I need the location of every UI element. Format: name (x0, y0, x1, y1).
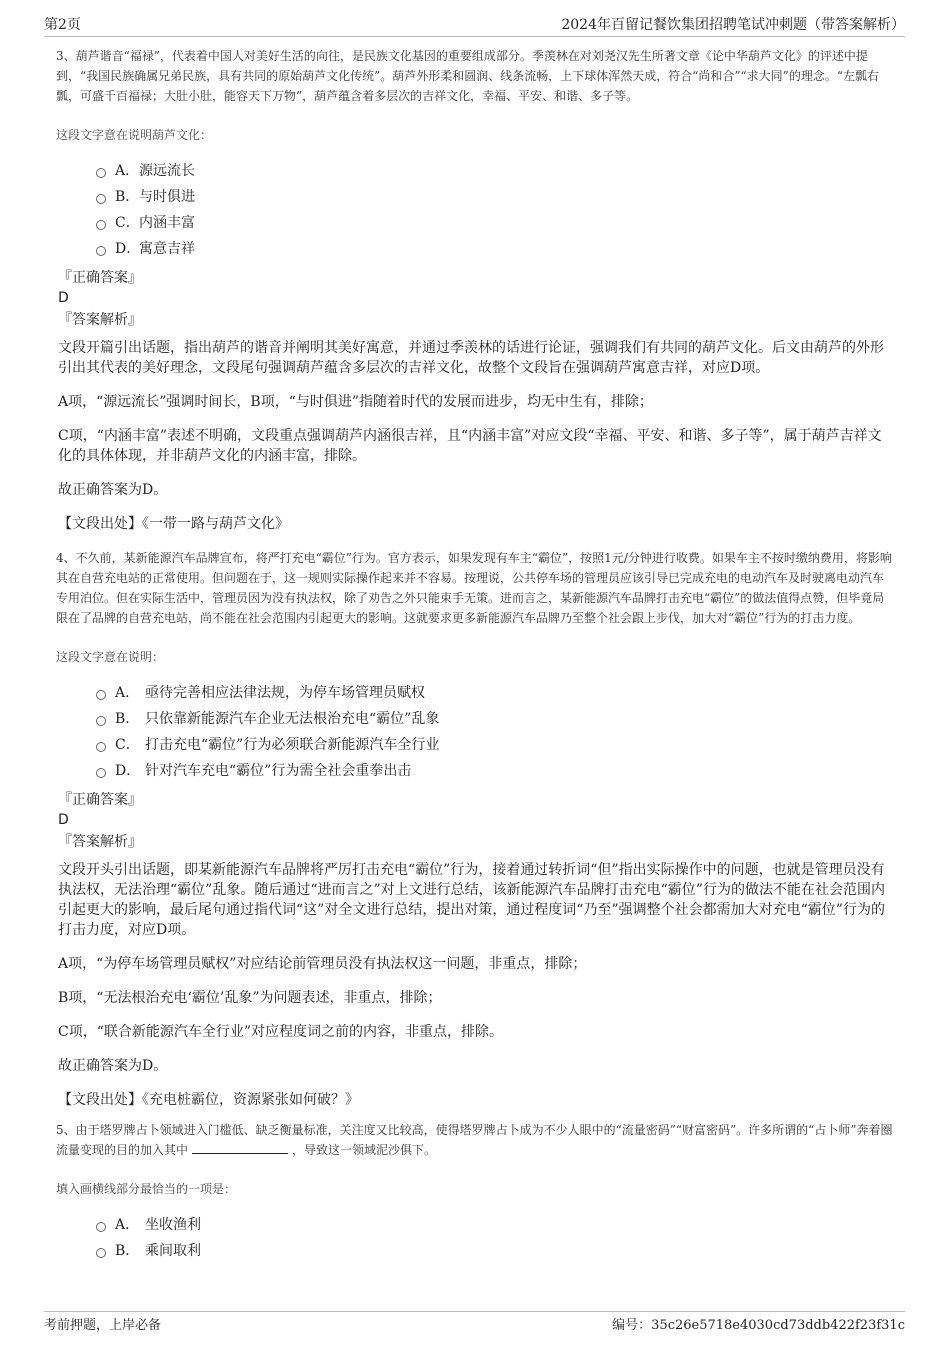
option-a[interactable]: A． 坐收渔利 (96, 1212, 894, 1238)
radio-icon[interactable] (96, 768, 106, 778)
answer-label: 『正确答案』 (58, 270, 142, 286)
analysis-paragraph: 文段开头引出话题，即某新能源汽车品牌将严厉打击充电“霸位”行为，接着通过转折词“但”指出实际操作中的问题，也就是管理员没有执法权，无法治理“霸位”乱象。随后通过“进而言之”对上文进行总结，该新能源汽车品牌打击充电“霸位”行为的做法不能在社会范围内引起更大的影响，最后尾句通过指代词“这”对全文进行总结，提出对策，通过程度词“乃至”强调整个社会都需加大对充电“霸位”行为的打击力度，对应D项。 (58, 862, 885, 938)
footer-slogan: 考前押题，上岸必备 (44, 1318, 162, 1333)
source-citation: 【文段出处】《充电桩霸位，资源紧张如何破？》 (58, 1092, 359, 1108)
analysis-text (58, 860, 894, 1076)
analysis-label: 『答案解析』 (58, 312, 142, 328)
document-body (56, 46, 894, 1270)
option-list (56, 1212, 894, 1264)
question-4 (56, 548, 894, 1110)
radio-icon[interactable] (96, 246, 106, 256)
correct-answer: D (58, 290, 69, 306)
fill-blank (192, 1141, 288, 1154)
correct-answer: D (58, 812, 69, 828)
analysis-paragraph: A项，“源远流长”强调时间长，B项，“与时俱进”指随着时代的发展而进步，均无中生有，排除； (58, 394, 654, 410)
option-b[interactable]: B． 与时俱进 (96, 184, 894, 210)
radio-icon[interactable] (96, 1248, 106, 1258)
radio-icon[interactable] (96, 1222, 106, 1232)
option-d[interactable]: D． 针对汽车充电“霸位”行为需全社会重拳出击 (96, 758, 894, 784)
question-prompt: 填入画横线部分最恰当的一项是： (56, 1182, 237, 1196)
question-stem: 3、葫芦谐音“福禄”，代表着中国人对美好生活的向往，是民族文化基因的重要组成部分。季羡林在对刘尧汉先生所著文章《论中华葫芦文化》的评述中提到，“我国民族确属兄弟民族，具有共同的原始葫芦文化传统”。葫芦外形柔和圆润、线条流畅，上下球体浑然天成，符合“尚和合”“求大同”的理念。“左瓢右瓢，可盛千百福禄；大肚小肚，能容天下万物”，葫芦蕴含着多层次的吉祥文化，幸福、平安、和谐、多子等。 (56, 49, 879, 103)
document-id: 编号：35c26e5718e4030cd73ddb422f23f31c (612, 1318, 905, 1333)
question-stem: 4、不久前，某新能源汽车品牌宣布，将严打充电“霸位”行为。官方表示，如果发现有车主“霸位”，按照1元/分钟进行收费。如果车主不按时缴纳费用，将影响其在自营充电站的正常使用。但问题在于，这一规则实际操作起来并不容易。按理说，公共停车场的管理员应该引导已完成充电的电动汽车及时驶离电动汽车专用泊位。但在实际生活中，管理员因为没有执法权，除了劝告之外只能束手无策。进而言之，某新能源汽车品牌打击充电“霸位”的做法值得点赞，但毕竟局限在了品牌的自营充电站，尚不能在社会范围内引起更大的影响。这就要求更多新能源汽车品牌乃至整个社会跟上步伐，加大对“霸位”行为的打击力度。 (56, 551, 892, 625)
radio-icon[interactable] (96, 742, 106, 752)
page-header (0, 0, 950, 37)
analysis-paragraph: B项，“无法根治充电‘霸位’乱象”为问题表述，非重点，排除； (58, 990, 442, 1006)
question-prompt: 这段文字意在说明： (56, 650, 165, 664)
radio-icon[interactable] (96, 168, 106, 178)
question-prompt: 这段文字意在说明葫芦文化： (56, 128, 213, 142)
question-stem: 5、由于塔罗牌占卜领域进入门槛低、缺乏衡量标准，关注度又比较高，使得塔罗牌占卜成为不少人眼中的“流量密码”“财富密码”。许多所谓的“占卜师”奔着圈流量变现的目的加入其中 ，导致这一领域泥沙俱下。 (56, 1123, 893, 1157)
analysis-paragraph: 故正确答案为D。 (58, 1058, 168, 1074)
question-5 (56, 1120, 894, 1264)
page-number: 第2页 (44, 17, 81, 33)
document-title: 2024年百留记餐饮集团招聘笔试冲刺题（带答案解析） (561, 17, 905, 33)
answer-label: 『正确答案』 (58, 792, 142, 808)
option-b[interactable]: B． 只依靠新能源汽车企业无法根治充电“霸位”乱象 (96, 706, 894, 732)
radio-icon[interactable] (96, 220, 106, 230)
analysis-paragraph: 故正确答案为D。 (58, 482, 168, 498)
radio-icon[interactable] (96, 690, 106, 700)
analysis-paragraph: 文段开篇引出话题，指出葫芦的谐音并阐明其美好寓意，并通过季羡林的话进行论证，强调我们有共同的葫芦文化。后文由葫芦的外形引出其代表的美好理念，文段尾句强调葫芦蕴含多层次的吉祥文化，故整个文段旨在强调葫芦寓意吉祥，对应D项。 (58, 340, 884, 376)
footer-divider (44, 1311, 905, 1312)
analysis-text (58, 338, 894, 500)
option-a[interactable]: A． 源远流长 (96, 158, 894, 184)
option-d[interactable]: D． 寓意吉祥 (96, 236, 894, 262)
question-3 (56, 46, 894, 534)
option-c[interactable]: C． 内涵丰富 (96, 210, 894, 236)
option-list (56, 158, 894, 262)
radio-icon[interactable] (96, 716, 106, 726)
analysis-paragraph: C项，“联合新能源汽车全行业”对应程度词之前的内容，非重点，排除。 (58, 1024, 504, 1040)
radio-icon[interactable] (96, 194, 106, 204)
source-citation: 【文段出处】《一带一路与葫芦文化》 (58, 516, 289, 532)
option-c[interactable]: C． 打击充电“霸位”行为必须联合新能源汽车全行业 (96, 732, 894, 758)
option-b[interactable]: B． 乘间取利 (96, 1238, 894, 1264)
analysis-paragraph: C项，“内涵丰富”表述不明确，文段重点强调葫芦内涵很吉祥，且“内涵丰富”对应文段“幸福、平安、和谐、多子等”，属于葫芦吉祥文化的具体体现，并非葫芦文化的内涵丰富，排除。 (58, 428, 882, 464)
option-list (56, 680, 894, 784)
option-a[interactable]: A． 亟待完善相应法律法规，为停车场管理员赋权 (96, 680, 894, 706)
analysis-label: 『答案解析』 (58, 834, 142, 850)
analysis-paragraph: A项，“为停车场管理员赋权”对应结论前管理员没有执法权这一问题，非重点，排除； (58, 956, 587, 972)
header-divider (44, 36, 905, 37)
